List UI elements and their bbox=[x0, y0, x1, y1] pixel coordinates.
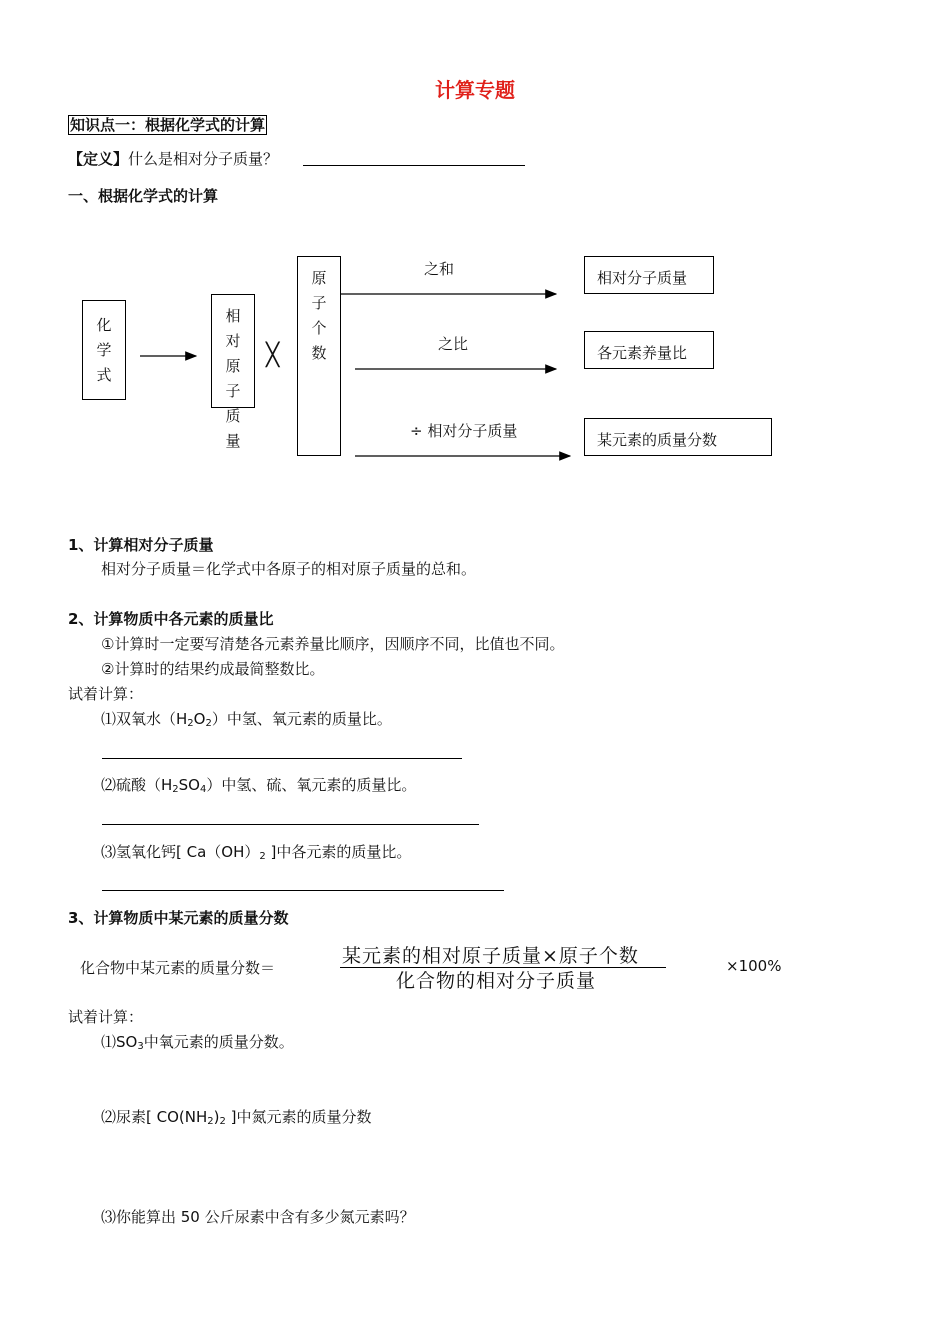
label-ratio: 之比 bbox=[438, 335, 469, 353]
result-box-mass-ratio bbox=[584, 331, 714, 369]
label-sum: 之和 bbox=[424, 260, 455, 278]
try-calculate-label-2: 试着计算： bbox=[68, 1008, 144, 1026]
definition-label: 【定义】 bbox=[68, 150, 129, 168]
mass-fraction-formula-lhs: 化合物中某元素的质量分数＝ bbox=[80, 959, 276, 977]
subsection-2-heading: 2、计算物质中各元素的质量比 bbox=[68, 610, 274, 628]
question-caoh2: ⑶氢氧化钙[ $Ca(OH)_2$ ]中各元素的质量比。 bbox=[101, 843, 412, 862]
question-h2so4: ⑵硫酸$(H_2SO_4)$中氢、硫、氧元素的质量比。 bbox=[101, 776, 417, 795]
subsection-2-note-1: ①计算时一定要写清楚各元素养量比顺序，因顺序不同，比值也不同。 bbox=[101, 635, 565, 653]
multiply-sign: ╳ bbox=[266, 343, 280, 368]
question-urea-nitrogen: ⑶你能算出 50 公斤尿素中含有多少氮元素吗？ bbox=[101, 1208, 415, 1226]
definition-question: 什么是相对分子质量？ bbox=[128, 150, 279, 168]
fraction-denominator: 化合物的相对分子质量 bbox=[396, 970, 597, 992]
fraction-numerator: 某元素的相对原子质量×原子个数 bbox=[342, 945, 639, 967]
question-h2o2: ⑴双氧水$(H_2O_2)$中氢、氧元素的质量比。 bbox=[101, 710, 392, 729]
result-box-mass-fraction bbox=[584, 418, 772, 456]
result-mass-ratio: 各元素养量比 bbox=[597, 344, 688, 362]
percent-factor: ×100% bbox=[726, 957, 782, 975]
diagram-arrows bbox=[0, 0, 950, 520]
answer-line-1[interactable] bbox=[102, 758, 462, 759]
subsection-3-heading: 3、计算物质中某元素的质量分数 bbox=[68, 909, 289, 927]
answer-line-3[interactable] bbox=[102, 890, 504, 891]
subsection-1-heading: 1、计算相对分子质量 bbox=[68, 536, 214, 554]
subsection-2-note-2: ②计算时的结果约成最简整数比。 bbox=[101, 660, 325, 678]
question-urea: ⑵尿素[ $CO(NH_2)_2$ ]中氮元素的质量分数 bbox=[101, 1108, 372, 1127]
answer-line-2[interactable] bbox=[102, 824, 479, 825]
result-box-molecular-mass bbox=[584, 256, 714, 294]
try-calculate-label: 试着计算： bbox=[68, 685, 144, 703]
relative-atomic-mass-text: 相 对 原 子 质 量 bbox=[225, 307, 241, 450]
knowledge-point-label: 知识点一：根据化学式的计算 bbox=[70, 116, 266, 134]
page-title: 计算专题 bbox=[435, 78, 515, 102]
formula-text: 化 学 式 bbox=[96, 315, 112, 384]
result-mass-fraction: 某元素的质量分数 bbox=[597, 431, 718, 449]
question-so3: $⑴SO_3$中氧元素的质量分数。 bbox=[101, 1033, 294, 1052]
atom-count-text: 原 子 个 数 bbox=[311, 269, 327, 362]
subsection-1-text: 相对分子质量＝化学式中各原子的相对原子质量的总和。 bbox=[101, 560, 477, 578]
label-divide: ÷ 相对分子质量 bbox=[410, 422, 518, 440]
result-molecular-mass: 相对分子质量 bbox=[597, 269, 688, 287]
section-heading: 一、根据化学式的计算 bbox=[68, 187, 219, 205]
